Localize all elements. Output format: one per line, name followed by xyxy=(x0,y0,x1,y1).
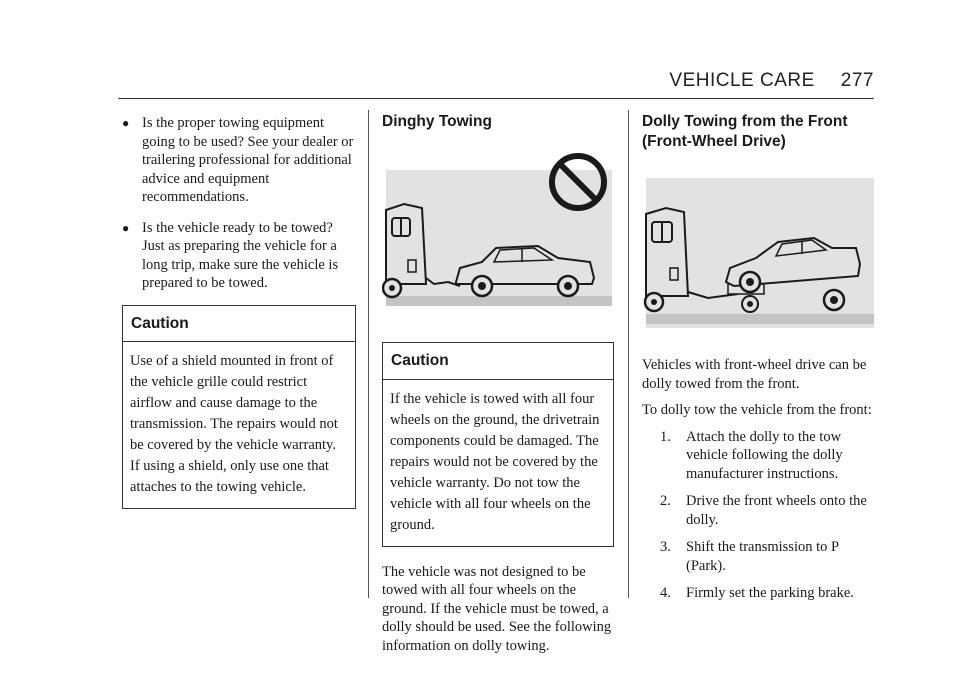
body-paragraph: The vehicle was not designed to be towed with all four wheels on the ground. If the vehicle must be towed, a dolly should be used. See the following information on dolly towing. xyxy=(382,563,612,654)
dinghy-towing-illustration xyxy=(382,144,614,334)
list-item xyxy=(660,584,878,603)
column-divider-2 xyxy=(628,110,629,598)
bullet-icon: ● xyxy=(122,220,130,235)
list-item xyxy=(660,538,878,575)
column-divider-1 xyxy=(368,110,369,598)
step-number: 2. xyxy=(660,493,671,509)
column-2 xyxy=(382,108,614,663)
step-number: 3. xyxy=(660,539,671,555)
caution-box xyxy=(382,342,614,547)
list-item xyxy=(122,219,356,293)
caution-title: Caution xyxy=(383,343,613,380)
section-heading: Dolly Towing from the Front (Front-Wheel Drive) xyxy=(642,113,848,150)
column-1 xyxy=(122,108,356,509)
numbered-steps xyxy=(642,428,878,603)
list-item xyxy=(660,492,878,529)
step-number: 4. xyxy=(660,585,671,601)
section-title: VEHICLE CARE xyxy=(669,70,815,91)
bullet-text: Is the vehicle ready to be towed? Just as preparing the vehicle for a long trip, make sure the vehicle is prepared to be towed. xyxy=(142,219,339,291)
bullet-icon: ● xyxy=(122,116,130,130)
step-text: Drive the front wheels onto the dolly. xyxy=(686,493,867,528)
caution-box xyxy=(122,305,356,510)
body-paragraph: Vehicles with front-wheel drive can be dolly towed from the front. xyxy=(642,357,867,392)
step-text: Shift the transmission to P (Park). xyxy=(686,539,839,574)
caution-body: If the vehicle is towed with all four wheels on the ground, the drivetrain components could be damaged. The repairs would not be covered by the vehicle warranty. Do not tow the vehicle with all four wheels on the ground. xyxy=(390,390,600,533)
dolly-towing-illustration xyxy=(642,164,878,344)
caution-title: Caution xyxy=(123,306,355,343)
running-header xyxy=(669,70,874,92)
page-number: 277 xyxy=(840,70,874,91)
bullet-text: Is the proper towing equipment going to be used? See your dealer or trailering professional for additional advice and equipment recommendations. xyxy=(142,115,354,205)
list-item xyxy=(660,428,878,484)
column-3 xyxy=(642,108,878,612)
caution-body: Use of a shield mounted in front of the vehicle grille could restrict airflow and cause damage to the transmission. The repairs would not be covered by the vehicle warranty. If using a shield, only use one that attaches to the towing vehicle. xyxy=(130,353,338,495)
step-text: Firmly set the parking brake. xyxy=(686,585,854,601)
body-paragraph: To dolly tow the vehicle from the front: xyxy=(642,402,872,418)
list-item xyxy=(122,114,356,207)
header-rule xyxy=(118,98,874,99)
section-heading: Dinghy Towing xyxy=(382,113,492,130)
step-text: Attach the dolly to the tow vehicle following the dolly manufacturer instructions. xyxy=(686,428,843,482)
step-number: 1. xyxy=(660,428,671,445)
